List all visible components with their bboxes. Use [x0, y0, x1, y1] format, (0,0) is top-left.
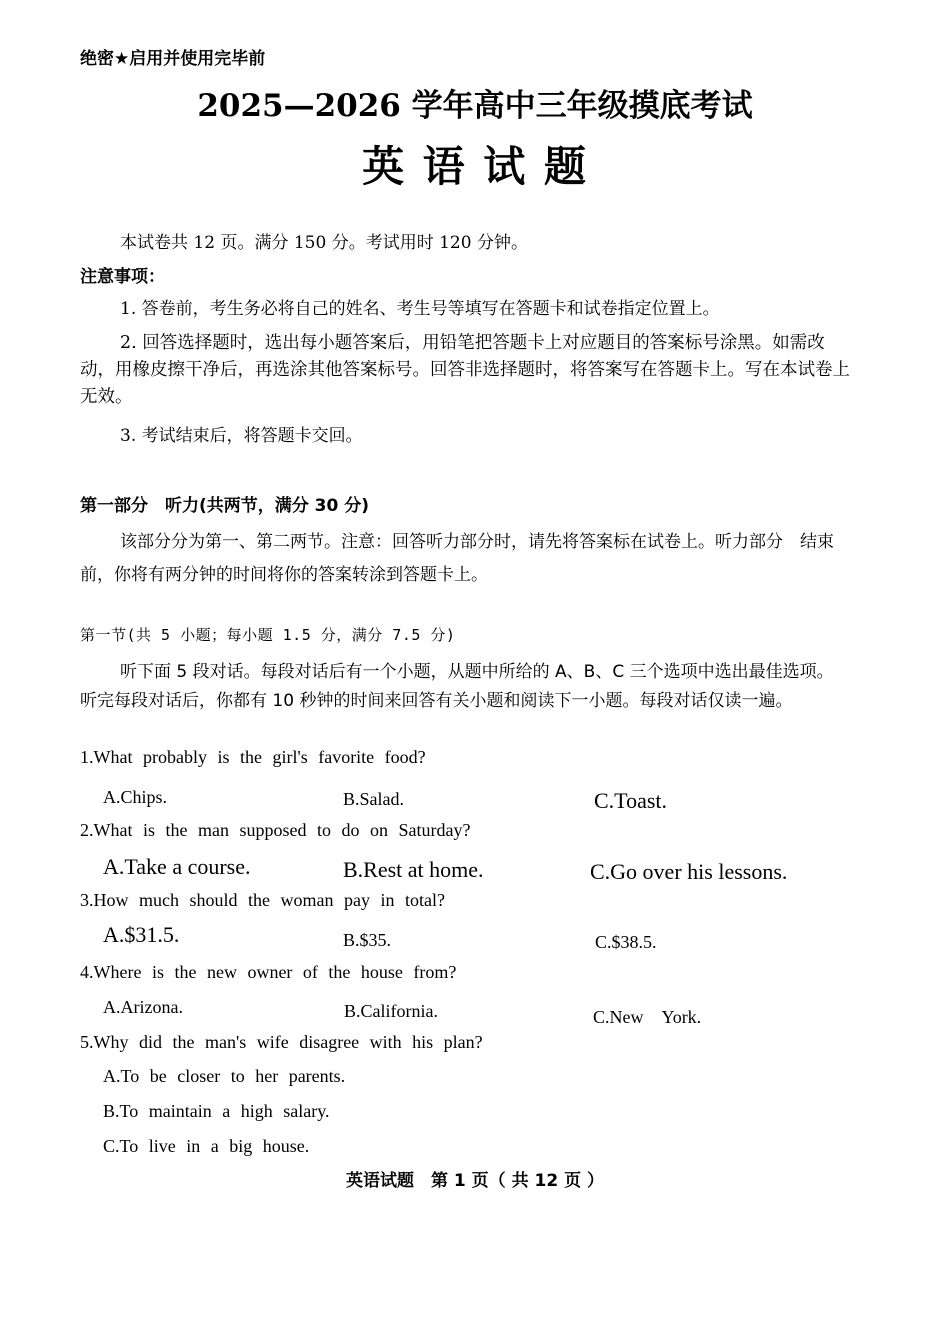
- exam-summary: 本试卷共 12 页。满分 150 分。考试用时 120 分钟。: [120, 233, 528, 253]
- question-2-option-a[interactable]: A.Take a course.: [103, 854, 251, 879]
- question-5-option-a[interactable]: A.To be closer to her parents.: [103, 1066, 346, 1086]
- exam-title: 2025—2026 学年高中三年级摸底考试: [197, 88, 753, 124]
- section1-heading: 第一节(共 5 小题；每小题 1.5 分，满分 7.5 分): [80, 626, 456, 644]
- question-3-stem: 3.How much should the woman pay in total?: [80, 890, 445, 910]
- confidential-label: 绝密★启用并使用完毕前: [80, 49, 266, 69]
- notice-item-3: 3. 考试结束后，将答题卡交回。: [120, 426, 363, 446]
- subject-title: 英 语 试 题: [362, 142, 588, 191]
- question-4-stem: 4.Where is the new owner of the house from?: [80, 962, 457, 982]
- question-5-option-b[interactable]: B.To maintain a high salary.: [103, 1101, 330, 1121]
- question-5-option-c[interactable]: C.To live in a big house.: [103, 1136, 310, 1156]
- question-3-option-a[interactable]: A.$31.5.: [103, 922, 180, 947]
- page-footer: 英语试题 第 1 页（ 共 12 页 ）: [346, 1171, 604, 1191]
- part1-heading: 第一部分 听力(共两节，满分 30 分): [80, 496, 370, 516]
- question-4-option-c[interactable]: C.New York.: [593, 1007, 702, 1027]
- question-1-option-c[interactable]: C.Toast.: [594, 788, 668, 813]
- question-1-option-b[interactable]: B.Salad.: [343, 789, 404, 809]
- section1-instructions: 听下面 5 段对话。每段对话后有一个小题，从题中所给的 A、B、C 三个选项中选出最佳选项。 听完每段对话后，你都有 10 秒钟的时间来回答有关小题和阅读下一小题。每段对话仅读一遍。: [80, 662, 843, 711]
- question-2-option-c[interactable]: C.Go over his lessons.: [590, 859, 788, 884]
- question-2-stem: 2.What is the man supposed to do on Saturday?: [80, 820, 471, 840]
- question-1-stem: 1.What probably is the girl's favorite food?: [80, 747, 426, 767]
- notice-item-2: 2. 回答选择题时，选出每小题答案后，用铅笔把答题卡上对应题目的答案标号涂黑。如需改动，用橡皮擦干净后，再选涂其他答案标号。回答非选择题时，将答案写在答题卡上。写在本试卷上无效。: [80, 333, 850, 407]
- notice-heading: 注意事项：: [80, 267, 165, 287]
- question-2-option-b[interactable]: B.Rest at home.: [343, 857, 484, 882]
- part1-instructions: 该部分分为第一、第二两节。注意：回答听力部分时，请先将答案标在试卷上。听力部分 结束前，你将有两分钟的时间将你的答案转涂到答题卡上。: [80, 532, 834, 585]
- question-4-option-b[interactable]: B.California.: [344, 1001, 438, 1021]
- question-5-stem: 5.Why did the man's wife disagree with his plan?: [80, 1032, 483, 1052]
- question-4-option-a[interactable]: A.Arizona.: [103, 997, 183, 1017]
- question-1-option-a[interactable]: A.Chips.: [103, 787, 168, 807]
- question-3-option-b[interactable]: B.$35.: [343, 930, 392, 950]
- notice-item-1: 1. 答卷前，考生务必将自己的姓名、考生号等填写在答题卡和试卷指定位置上。: [120, 299, 720, 319]
- question-3-option-c[interactable]: C.$38.5.: [595, 932, 657, 952]
